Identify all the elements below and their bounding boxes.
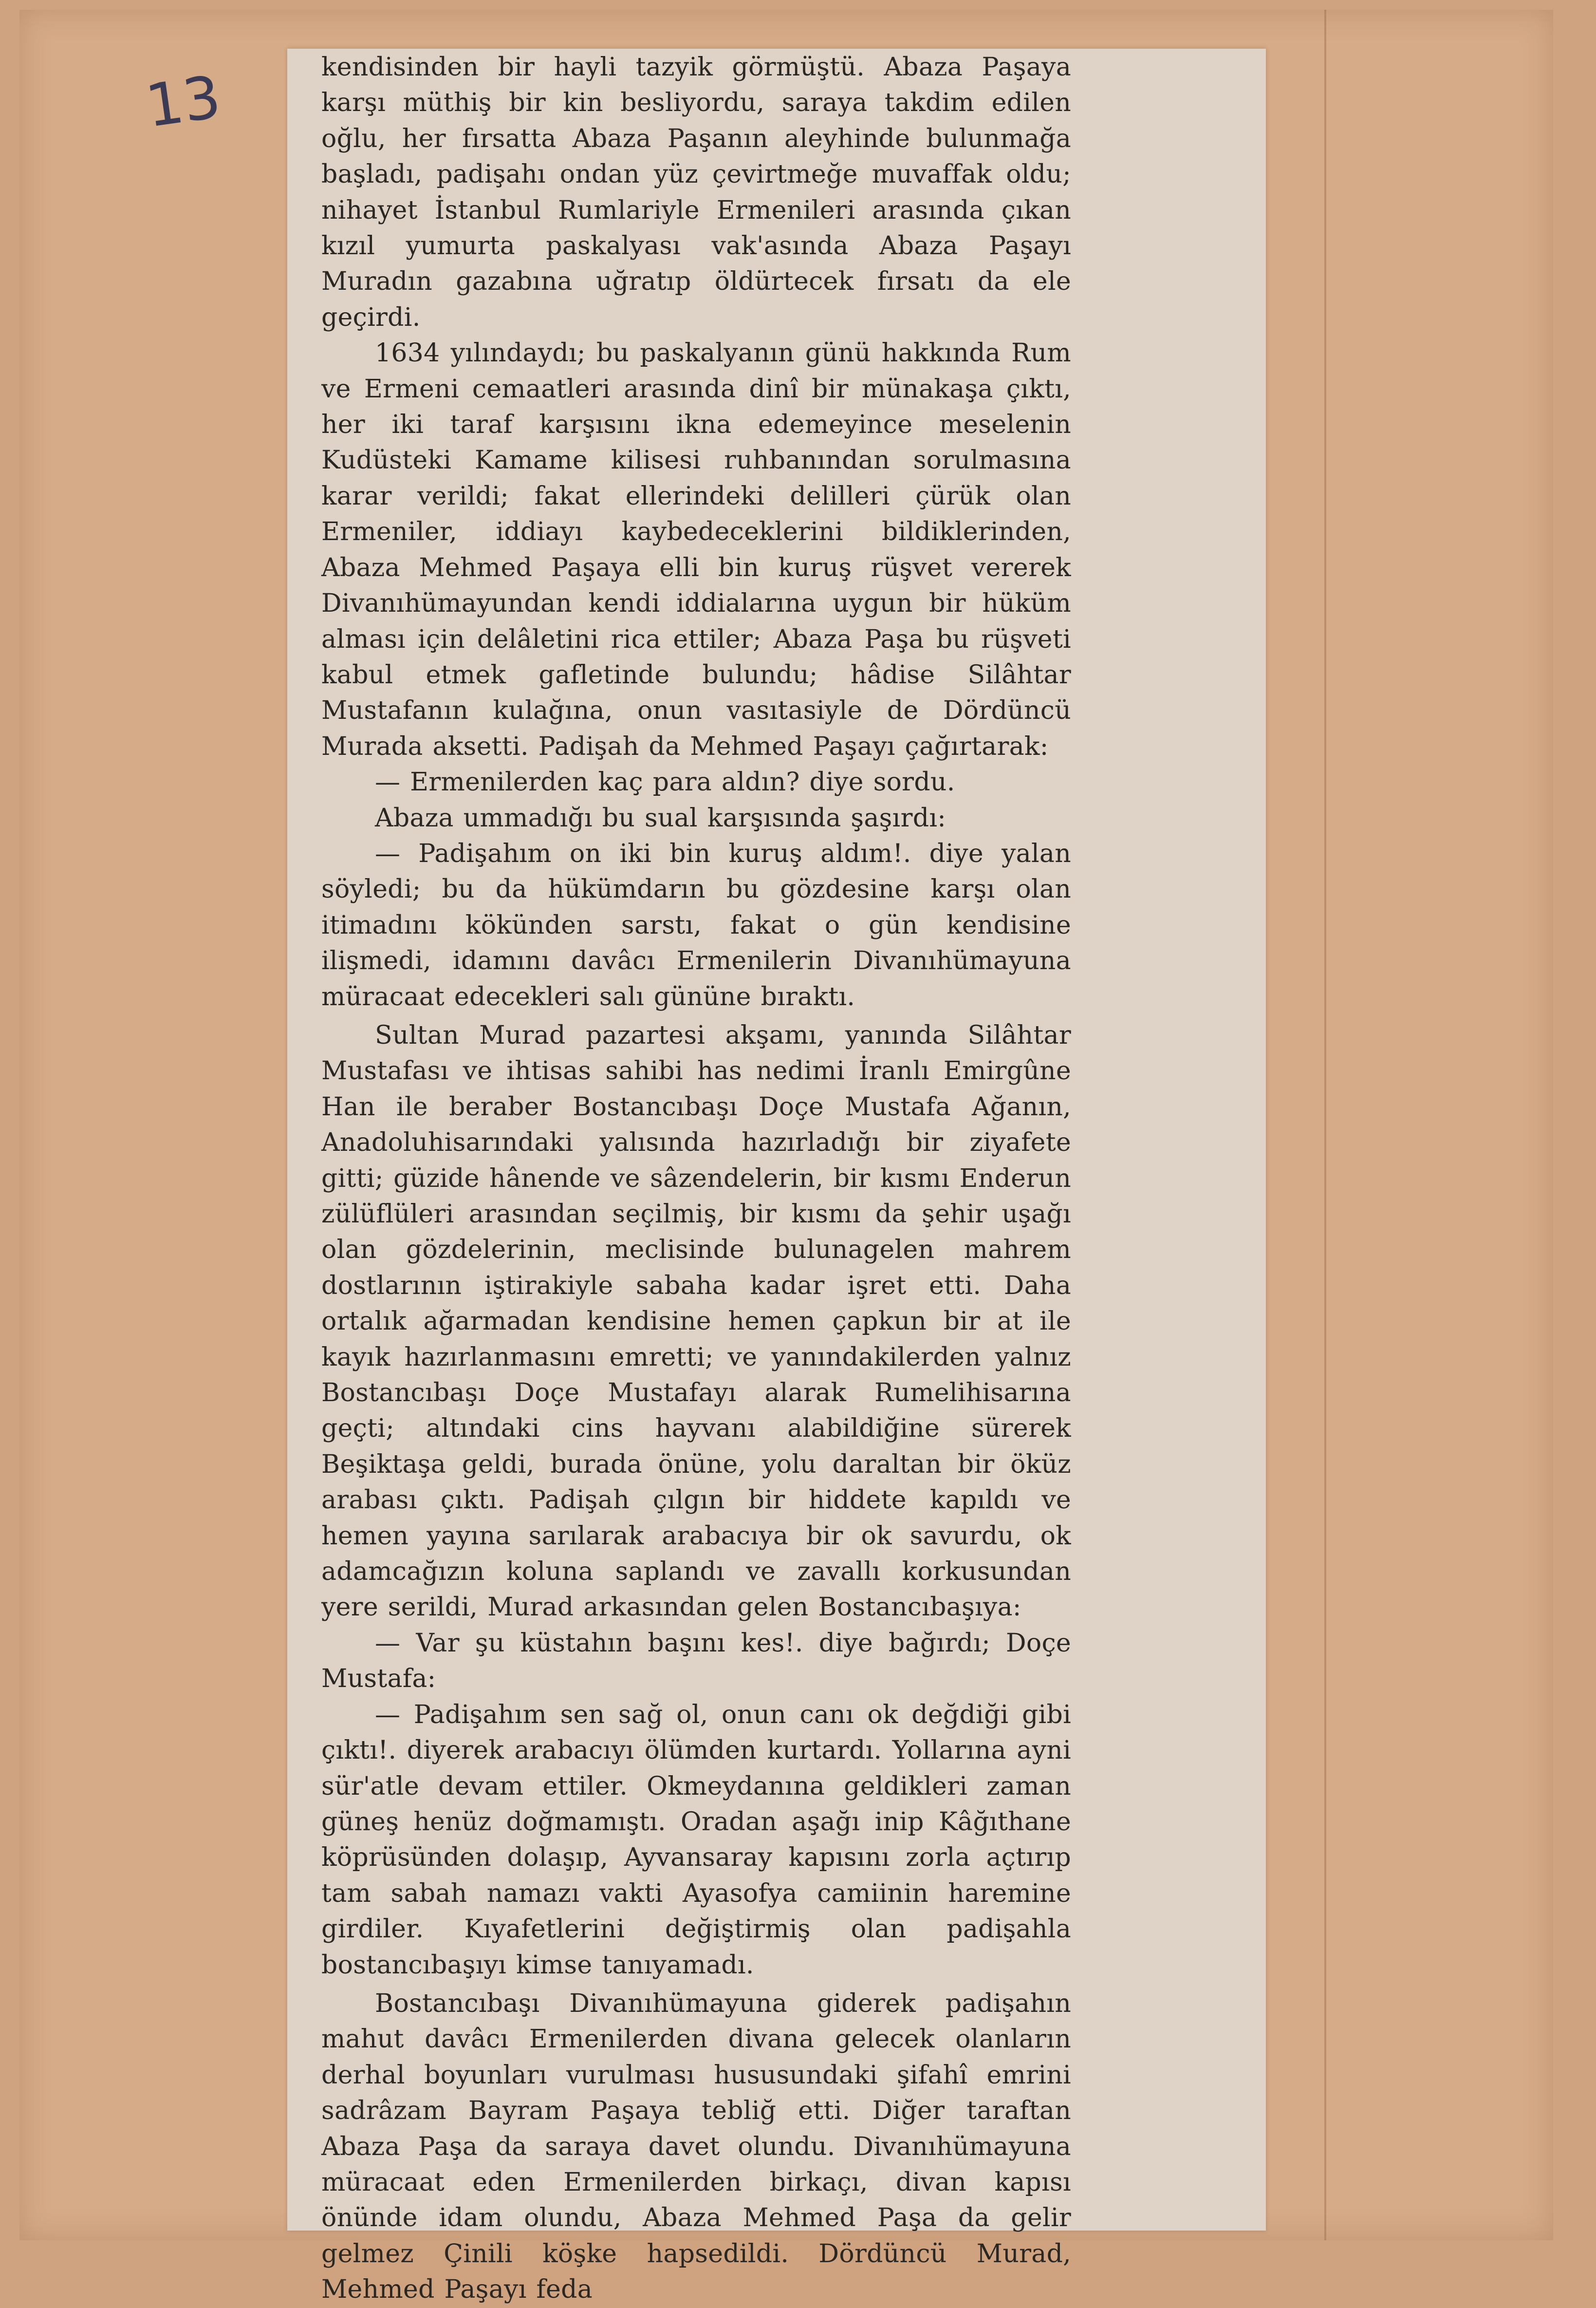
paragraph-6: Sultan Murad pazartesi akşamı, yanında Silâhtar Mustafası ve ihtisas sahibi has nedimi İranlı Emirgûne Han ile beraber Bostancıbaşı Doçe Mustafa Ağanın, Anadoluhisarındaki yalısında hazırladığı bir ziyafete gitti; güzide hânende ve sâzendelerin, bir kısmı Enderun zülüflüleri arasından seçilmiş, bir kısmı da şehir uşağı olan gözdelerinin, meclisinde bulunagelen mahrem dostlarının iştirakiyle sabaha kadar işret etti. Daha ortalık ağarmadan kendisine hemen çapkun bir at ile kayık hazırlanmasını emretti; ve yanındakilerden yalnız Bostancıbaşı Doçe Mustafayı alarak Rumelihisarına geçti; altındaki cins hayvanı alabildiğine sürerek Beşiktaşa geldi, burada önüne, yolu daraltan bir öküz arabası çıktı. Padişah çılgın bir hiddete kapıldı ve hemen yayına sarılarak arabacıya bir ok savurdu, ok adamcağızın koluna saplandı ve zavallı korkusundan yere serildi, Murad arkasından gelen Bostancıbaşıya: bbox=[321, 1020, 1071, 1622]
page-number: 13 bbox=[142, 63, 225, 141]
paragraph-2: 1634 yılındaydı; bu paskalyanın günü hakkında Rum ve Ermeni cemaatleri arasında dinî bir münakaşa çıktı, her iki taraf karşısını ikna edemeyince meselenin Kudüsteki Kamame kilisesi ruhbanından sorulmasına karar verildi; fakat ellerindeki delilleri çürük olan Ermeniler, iddiayı kaybedeceklerini bildiklerinden, Abaza Mehmed Paşaya elli bin kuruş rüşvet vererek Divanıhümayundan kendi iddialarına uygun bir hüküm alması için delâletini rica ettiler; Abaza Paşa bu rüşveti kabul etmek gafletinde bulundu; hâdise Silâhtar Mustafanın kulağına, onun vasıtasiyle de Dördüncü Murada aksetti. Padişah da Mehmed Paşayı çağırtarak: bbox=[321, 338, 1071, 761]
paragraph-5: — Padişahım on iki bin kuruş aldım!. diye yalan söyledi; bu da hükümdarın bu gözdesine karşı olan itimadını kökünden sarstı, fakat o gün kendisine ilişmedi, idamını davâcı Ermenilerin Divanıhümayuna müracaat edecekleri salı gününe bıraktı. bbox=[321, 839, 1071, 1012]
paragraph-9: Bostancıbaşı Divanıhümayuna giderek padişahın mahut davâcı Ermenilerden divana gelecek olanların derhal boyunları vurulması hususundaki şifahî emrini sadrâzam Bayram Paşaya tebliğ etti. Diğer taraftan Abaza Paşa da saraya davet olundu. Divanıhümayuna müracaat eden Ermenilerden birkaçı, divan kapısı önünde idam olundu, Abaza Mehmed Paşa da gelir gelmez Çinili köşke hapsedildi. Dördüncü Murad, Mehmed Paşayı feda bbox=[321, 1989, 1071, 2305]
paragraph-1: kendisinden bir hayli tazyik görmüştü. Abaza Paşaya karşı müthiş bir kin besliyordu, saraya takdim edilen oğlu, her fırsatta Abaza Paşanın aleyhinde bulunmağa başladı, padişahı ondan yüz çevirtmeğe muvaffak oldu; nihayet İstanbul Rumlariyle Ermenileri arasında çıkan kızıl yumurta paskalyası vak'asında Abaza Paşayı Muradın gazabına uğratıp öldürtecek fırsatı da ele geçirdi. bbox=[321, 53, 1071, 332]
paragraph-7: — Var şu küstahın başını kes!. diye bağırdı; Doçe Mustafa: bbox=[321, 1628, 1071, 1694]
paragraph-4: Abaza ummadığı bu sual karşısında şaşırdı: bbox=[375, 803, 946, 833]
article-text bbox=[321, 50, 1071, 2308]
paragraph-3: — Ermenilerden kaç para aldın? diye sordu. bbox=[375, 768, 955, 797]
paragraph-8: — Padişahım sen sağ ol, onun canı ok değdiği gibi çıktı!. diyerek arabacıyı ölümden kurtardı. Yollarına ayni sür'atle devam ettiler. Okmeydanına geldikleri zaman güneş henüz doğmamıştı. Oradan aşağı inip Kâğıthane köprüsünden dolaşıp, Ayvansaray kapısını zorla açtırıp tam sabah namazı vakti Ayasofya camiinin haremine girdiler. Kıyafetlerini değiştirmiş olan padişahla bostancıbaşıyı kimse tanıyamadı. bbox=[321, 1700, 1071, 1980]
paper-fold bbox=[1324, 10, 1326, 2240]
